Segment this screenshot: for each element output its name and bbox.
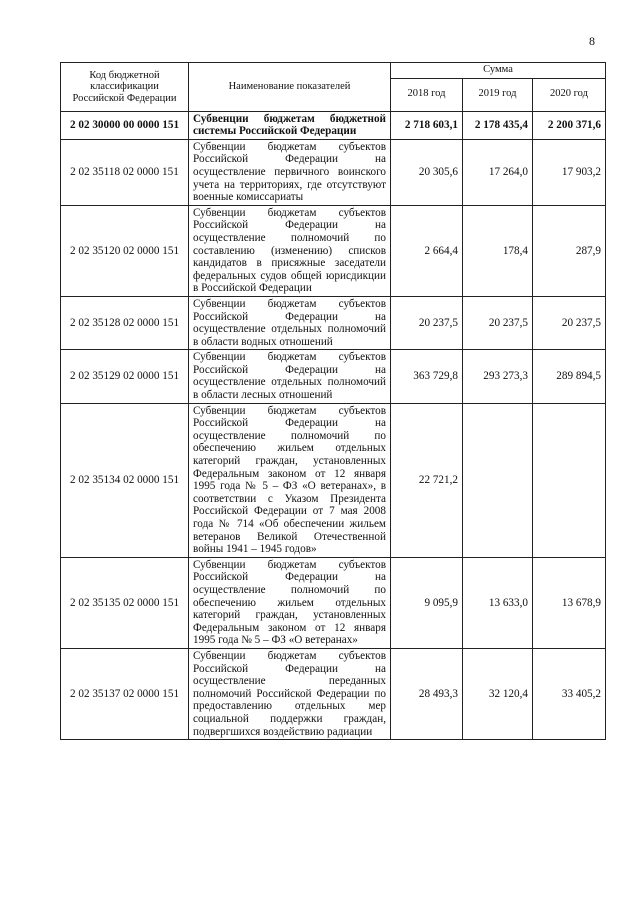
row-code: 2 02 35129 02 0000 151 [61, 350, 189, 403]
row-name: Субвенции бюджетам субъектов Российской Федерации на осуществление полномочий по составлению (изменению) списков кандидатов в присяжные заседатели федеральных судов общей юрисдикции в Российской Федерации [189, 205, 391, 296]
header-year-2018: 2018 год [391, 78, 463, 111]
row-value-2019: 178,4 [463, 205, 533, 296]
row-value-2020: 287,9 [533, 205, 606, 296]
row-value-2019: 2 178 435,4 [463, 111, 533, 139]
table-row-total [61, 111, 606, 139]
row-value-2019: 20 237,5 [463, 296, 533, 349]
header-code: Код бюджетной классификации Российской Федерации [61, 63, 189, 112]
row-code: 2 02 30000 00 0000 151 [61, 111, 189, 139]
row-name: Субвенции бюджетам бюджетной системы Российской Федерации [189, 111, 391, 139]
row-value-2018: 20 305,6 [391, 139, 463, 205]
table-row [61, 296, 606, 349]
row-name: Субвенции бюджетам субъектов Российской Федерации на осуществление переданных полномочий Российской Федерации по предоставлению отдельных мер социальной поддержки граждан, подвергшихся воздействию радиации [189, 648, 391, 739]
row-value-2018: 2 664,4 [391, 205, 463, 296]
row-value-2020 [533, 403, 606, 557]
row-value-2020: 2 200 371,6 [533, 111, 606, 139]
row-name: Субвенции бюджетам субъектов Российской Федерации на осуществление полномочий по обеспечению жильем отдельных категорий граждан, установленных Федеральным законом от 12 января 1995 года № 5 – ФЗ «О ветеранах», в соответствии с Указом Президента Российской Федерации от 7 мая 2008 года № 714 «Об обеспечении жильем ветеранов Великой Отечественной войны 1941 – 1945 годов» [189, 403, 391, 557]
header-year-2019: 2019 год [463, 78, 533, 111]
row-value-2019 [463, 403, 533, 557]
row-code: 2 02 35134 02 0000 151 [61, 403, 189, 557]
row-value-2019: 13 633,0 [463, 557, 533, 648]
row-name: Субвенции бюджетам субъектов Российской Федерации на осуществление первичного воинского учета на территориях, где отсутствуют военные комиссариаты [189, 139, 391, 205]
row-value-2020: 17 903,2 [533, 139, 606, 205]
header-name: Наименование показателей [189, 63, 391, 112]
row-value-2018: 9 095,9 [391, 557, 463, 648]
row-code: 2 02 35120 02 0000 151 [61, 205, 189, 296]
row-name: Субвенции бюджетам субъектов Российской Федерации на осуществление полномочий по обеспечению жильем отдельных категорий граждан, установленных Федеральным законом от 12 января 1995 года № 5 – ФЗ «О ветеранах» [189, 557, 391, 648]
row-code: 2 02 35128 02 0000 151 [61, 296, 189, 349]
row-name: Субвенции бюджетам субъектов Российской Федерации на осуществление отдельных полномочий в области лесных отношений [189, 350, 391, 403]
table-row [61, 403, 606, 557]
row-value-2020: 13 678,9 [533, 557, 606, 648]
row-code: 2 02 35137 02 0000 151 [61, 648, 189, 739]
row-value-2018: 363 729,8 [391, 350, 463, 403]
row-value-2018: 2 718 603,1 [391, 111, 463, 139]
table-row [61, 557, 606, 648]
page-number: 8 [589, 34, 595, 48]
row-code: 2 02 35118 02 0000 151 [61, 139, 189, 205]
row-name: Субвенции бюджетам субъектов Российской Федерации на осуществление отдельных полномочий в области водных отношений [189, 296, 391, 349]
budget-table [60, 62, 606, 740]
row-value-2020: 20 237,5 [533, 296, 606, 349]
row-value-2019: 293 273,3 [463, 350, 533, 403]
row-value-2018: 28 493,3 [391, 648, 463, 739]
table-row [61, 205, 606, 296]
table-row [61, 139, 606, 205]
row-value-2019: 17 264,0 [463, 139, 533, 205]
table-row [61, 648, 606, 739]
row-value-2019: 32 120,4 [463, 648, 533, 739]
header-sum: Сумма [391, 63, 606, 79]
row-value-2020: 289 894,5 [533, 350, 606, 403]
row-value-2018: 22 721,2 [391, 403, 463, 557]
table-row [61, 350, 606, 403]
header-year-2020: 2020 год [533, 78, 606, 111]
row-value-2020: 33 405,2 [533, 648, 606, 739]
row-value-2018: 20 237,5 [391, 296, 463, 349]
row-code: 2 02 35135 02 0000 151 [61, 557, 189, 648]
table-header-row [61, 63, 606, 79]
